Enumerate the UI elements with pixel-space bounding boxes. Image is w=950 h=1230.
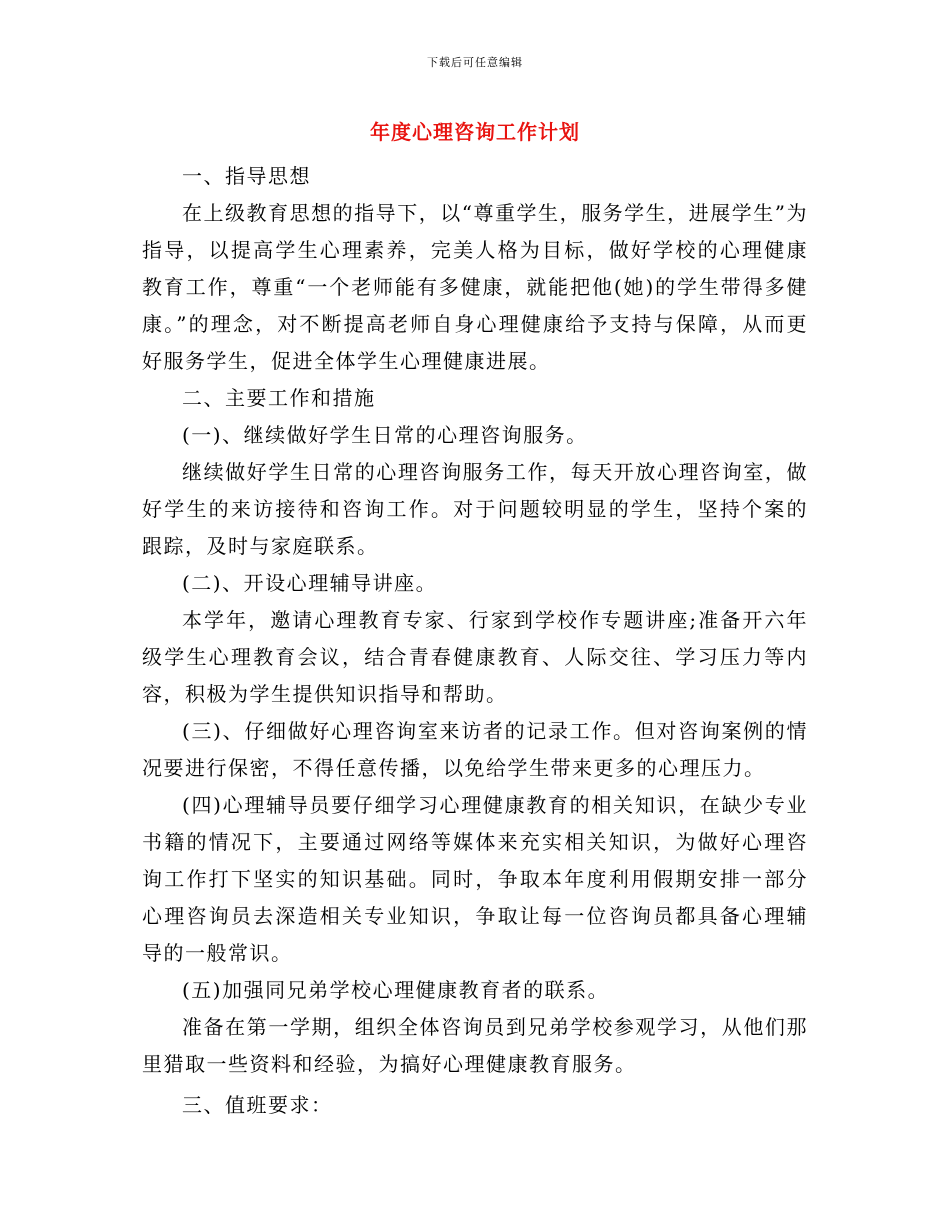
section-heading-duty: 三、值班要求： <box>182 1093 333 1117</box>
subsection-heading-2: (二)、开设心理辅导讲座。 <box>182 571 438 595</box>
document-body <box>142 158 808 1124</box>
paragraph-counselor-study: (四)心理辅导员要仔细学习心理健康教育的相关知识，在缺少专业书籍的情况下，主要通过网络等媒体来充实相关知识，为做好心理咨询工作打下坚实的知识基础。同时，争取本年度利用假期安排一部分心理咨询员去深造相关专业知识，争取让每一位咨询员都具备心理辅导的一般常识。 <box>142 793 808 965</box>
header-note: 下载后可任意编辑 <box>427 56 523 69</box>
paragraph-guiding-ideology: 在上级教育思想的指导下，以“尊重学生，服务学生，进展学生”为指导，以提高学生心理素养，完美人格为目标，做好学校的心理健康教育工作，尊重“一个老师能有多健康，就能把他(她)的学生带得多健康。”的理念，对不断提高老师自身心理健康给予支持与保障，从而更好服务学生，促进全体学生心理健康进展。 <box>142 201 808 373</box>
paragraph-counseling-service: 继续做好学生日常的心理咨询服务工作，每天开放心理咨询室，做好学生的来访接待和咨询工作。对于问题较明显的学生，坚持个案的跟踪，及时与家庭联系。 <box>142 460 808 558</box>
section-heading-main-work: 二、主要工作和措施 <box>182 386 376 410</box>
paragraph-records: (三)、仔细做好心理咨询室来访者的记录工作。但对咨询案例的情况要进行保密，不得任意传播，以免给学生带来更多的心理压力。 <box>142 719 808 780</box>
subsection-heading-1: (一)、继续做好学生日常的心理咨询服务。 <box>182 423 588 447</box>
paragraph-lectures: 本学年，邀请心理教育专家、行家到学校作专题讲座;准备开六年级学生心理教育会议，结合青春健康教育、人际交往、学习压力等内容，积极为学生提供知识指导和帮助。 <box>142 608 808 706</box>
subsection-heading-5: (五)加强同兄弟学校心理健康教育者的联系。 <box>182 978 610 1002</box>
document-title: 年度心理咨询工作计划 <box>370 120 580 144</box>
section-heading-guiding-ideology: 一、指导思想 <box>182 164 311 188</box>
paragraph-exchange: 准备在第一学期，组织全体咨询员到兄弟学校参观学习，从他们那里猎取一些资料和经验，为搞好心理健康教育服务。 <box>142 1015 808 1076</box>
